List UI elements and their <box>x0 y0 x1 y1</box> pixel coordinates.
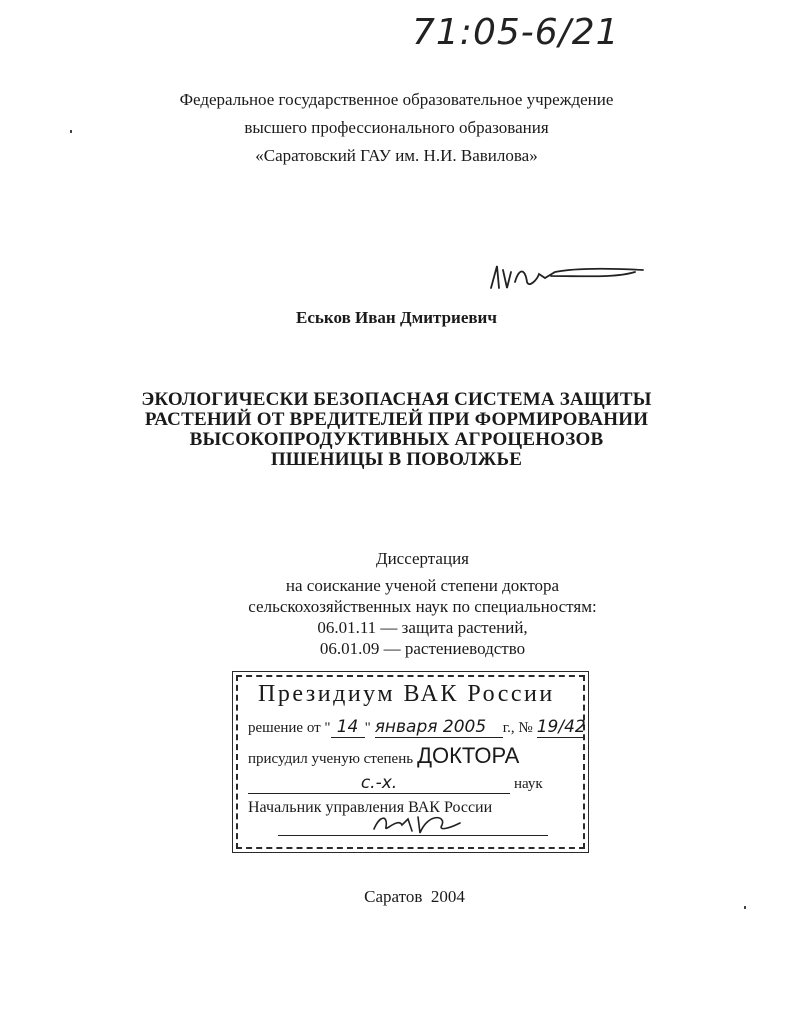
stamp-head: Начальник управления ВАК России <box>248 799 493 816</box>
city-year: Саратов 2004 <box>364 887 465 906</box>
science-suffix: наук <box>514 776 543 792</box>
dissertation-title <box>0 390 793 470</box>
author-name: Еськов Иван Дмитриевич <box>296 308 497 327</box>
institution-line-1: Федеральное государственное образовательное учреждение <box>179 90 614 109</box>
title-line-3: ВЫСОКОПРОДУКТИВНЫХ АГРОЦЕНОЗОВ <box>189 429 604 450</box>
degree-line: на соискание ученой степени доктора <box>285 576 560 595</box>
dissertation-heading: Диссертация <box>375 549 469 568</box>
decision-day: 14 <box>331 717 365 738</box>
science-field: с.-х. <box>248 773 510 794</box>
archive-code: 71:05-6/21 <box>412 12 620 53</box>
decision-month-year: января 2005 <box>375 717 503 738</box>
institution-line-3: «Саратовский ГАУ им. Н.И. Вавилова» <box>255 146 538 165</box>
stamp-title: Президиум ВАК России <box>258 681 555 707</box>
scan-speck <box>70 130 72 133</box>
stamp-science-line <box>248 773 543 794</box>
title-line-4: ПШЕНИЦЫ В ПОВОЛЖЬЕ <box>270 449 523 470</box>
awarded-degree: ДОКТОРА <box>417 743 520 768</box>
vak-stamp <box>236 675 585 849</box>
year-suffix: г., № <box>502 720 533 736</box>
stamp-decision-line: решение от " 14 " января 2005 г., № 19/42 <box>248 717 586 737</box>
title-line-1: ЭКОЛОГИЧЕСКИ БЕЗОПАСНАЯ СИСТЕМА ЗАЩИТЫ <box>141 389 652 410</box>
decision-number: 19/42 <box>536 717 586 737</box>
title-line-2: РАСТЕНИЙ ОТ ВРЕДИТЕЛЕЙ ПРИ ФОРМИРОВАНИИ <box>144 409 649 430</box>
specialty-1: 06.01.11 — защита растений, <box>317 618 528 637</box>
specialties-line: сельскохозяйственных наук по специальностям: <box>248 597 597 616</box>
author-signature <box>485 258 650 298</box>
dissertation-info <box>0 548 793 659</box>
head-signature <box>368 809 468 839</box>
specialty-2: 06.01.09 — растениеводство <box>319 639 526 658</box>
scan-speck <box>744 906 746 909</box>
institution-line-2: высшего профессионального образования <box>244 118 549 137</box>
stamp-awarded-line <box>248 743 519 769</box>
decision-prefix: решение от " <box>248 720 331 736</box>
awarded-prefix: присудил ученую степень <box>248 751 414 767</box>
